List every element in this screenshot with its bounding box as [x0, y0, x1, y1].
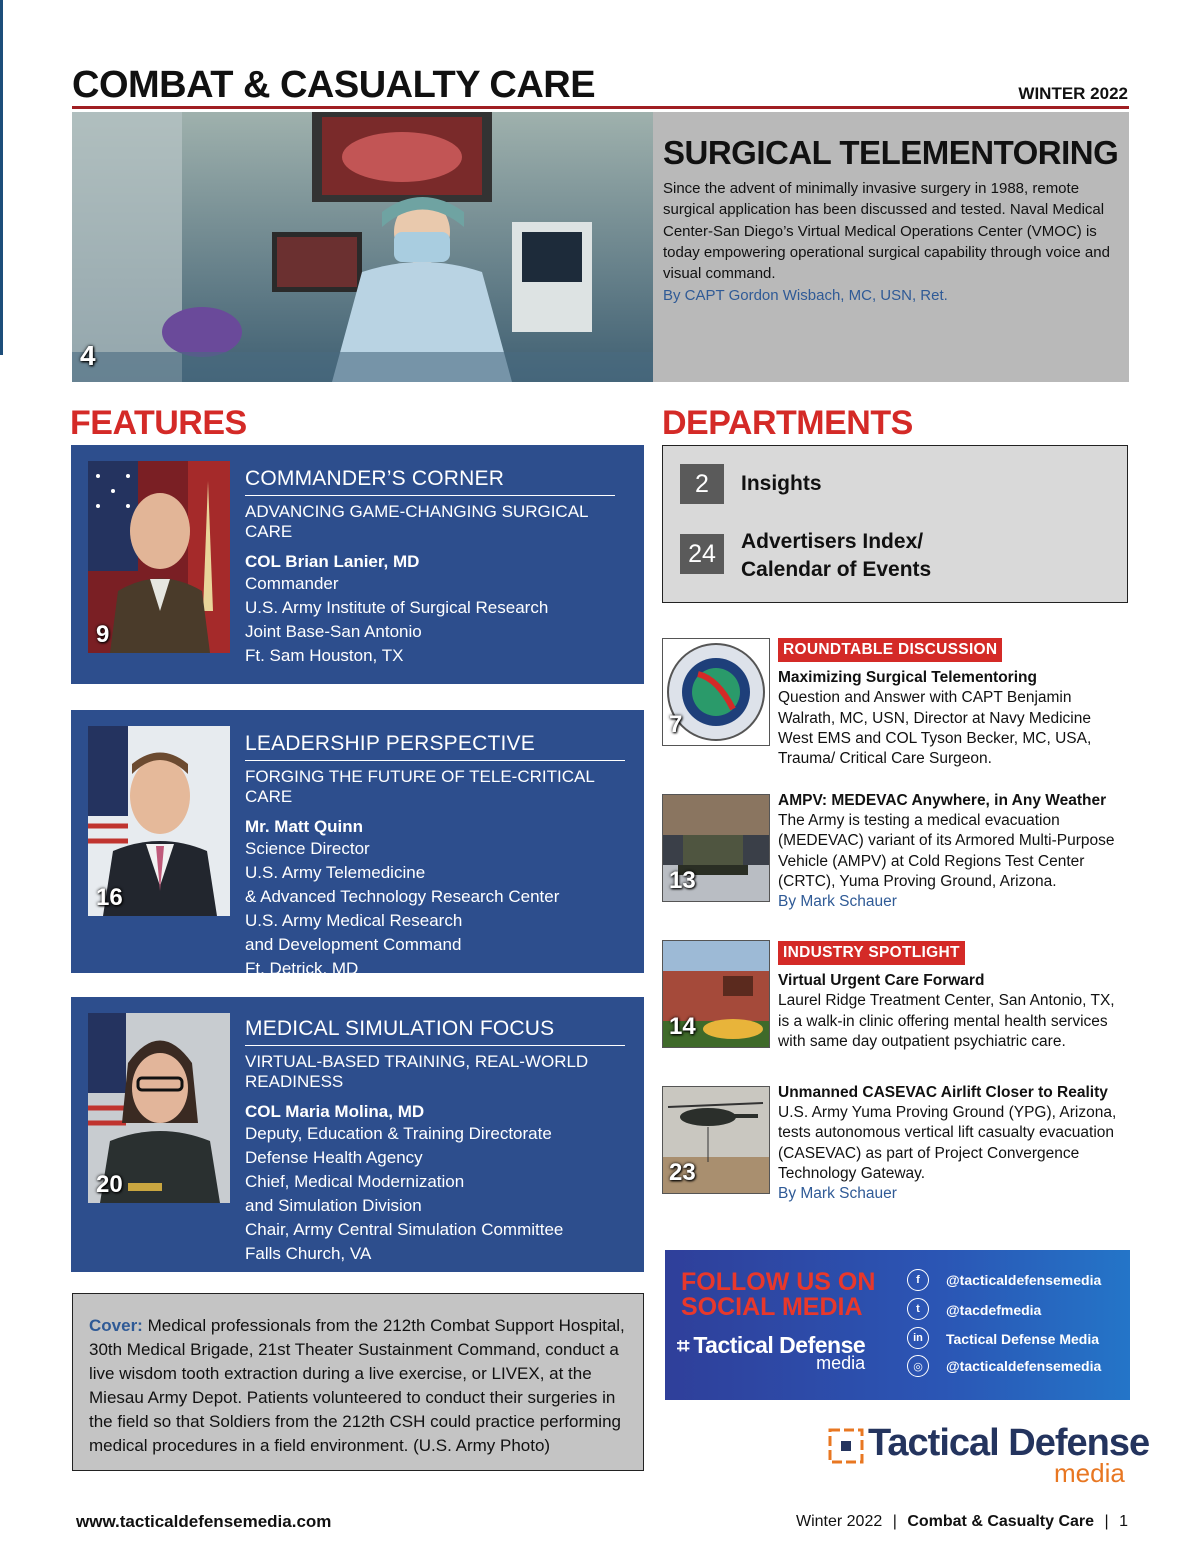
- section-tag: INDUSTRY SPOTLIGHT: [778, 941, 965, 965]
- article-body: The Army is testing a medical evacuation (MEDEVAC) variant of its Armored Multi-Purpose Vehicle (AMPV) at Cold Regions Test Center (CRTC), Yuma Proving Ground, Arizona.: [778, 812, 1115, 890]
- article-roundtable[interactable]: [778, 638, 1130, 769]
- brand-main: Tactical Defense: [693, 1332, 866, 1358]
- cover-text: Medical professionals from the 212th Combat Support Hospital, 30th Medical Brigade, 21st Theater Sustainment Command, conduct a live wisdom tooth extraction during a live exercise, or LIVEX, at the Miesau Army Depot. Patients volunteered to conduct their surgeries in the field so that Soldiers from the 212th CSH could practice performing medical procedures in a field environment. (U.S. Army Photo): [89, 1316, 625, 1455]
- feature-box[interactable]: [71, 710, 644, 978]
- person-line: Deputy, Education & Training Directorate: [245, 1124, 552, 1143]
- article-thumbnail[interactable]: [662, 940, 770, 1048]
- social-media-banner: [665, 1250, 1130, 1400]
- person-line: Ft. Detrick, MD: [245, 959, 359, 978]
- footer-separator: |: [892, 1513, 897, 1530]
- hero-panel: [653, 112, 1129, 382]
- departments-box: [662, 445, 1128, 603]
- logo-mark-icon: ⌗: [677, 1333, 689, 1358]
- footer-issue: Winter 2022: [795, 1513, 883, 1530]
- person-line: Defense Health Agency: [245, 1148, 423, 1167]
- department-item-insights[interactable]: Insights: [741, 472, 822, 495]
- category-rule: [245, 760, 625, 761]
- cover-caption-box: [72, 1293, 644, 1471]
- feature-category: MEDICAL SIMULATION FOCUS: [245, 1017, 555, 1040]
- feature-subtitle: FORGING THE FUTURE OF TELE-CRITICAL CARE: [245, 767, 595, 806]
- page-number: 9: [96, 621, 110, 648]
- person-line: & Advanced Technology Research Center: [245, 887, 560, 906]
- portrait-photo: [88, 461, 230, 653]
- category-rule: [245, 1045, 625, 1046]
- person-line: U.S. Army Telemedicine: [245, 863, 426, 882]
- person-line: Falls Church, VA: [245, 1244, 372, 1263]
- follow-heading: [681, 1270, 875, 1320]
- department-page-number: 2: [680, 464, 724, 504]
- person-name: Mr. Matt Quinn: [245, 817, 364, 836]
- department-label: Calendar of Events: [741, 558, 932, 581]
- article-ampv[interactable]: [778, 791, 1130, 912]
- person-name: COL Maria Molina, MD: [245, 1102, 425, 1121]
- article-body: Question and Answer with CAPT Benjamin Walrath, MC, USN, Director at Navy Medicine West EMS and COL Tyson Becker, MC, USA, Trauma/ Critical Care Surgeon.: [778, 689, 1092, 768]
- page-number: 16: [96, 884, 123, 911]
- article-title: Virtual Urgent Care Forward: [778, 972, 985, 990]
- social-handle-linkedin[interactable]: Tactical Defense Media: [946, 1331, 1100, 1347]
- article-title: Unmanned CASEVAC Airlift Closer to Reality: [778, 1084, 1108, 1101]
- person-line: Chair, Army Central Simulation Committee: [245, 1220, 564, 1239]
- article-body: U.S. Army Yuma Proving Ground (YPG), Arizona, tests autonomous vertical lift casualty evacuation (CASEVAC) as part of Project Convergence Technology Gateway.: [778, 1104, 1117, 1182]
- instagram-icon[interactable]: ◎: [907, 1355, 929, 1377]
- section-tag: ROUNDTABLE DISCUSSION: [778, 638, 1002, 662]
- feature-category: LEADERSHIP PERSPECTIVE: [245, 732, 535, 755]
- person-line: Commander: [245, 574, 339, 593]
- social-handle-instagram[interactable]: @tacticaldefensemedia: [946, 1358, 1102, 1374]
- hero-photo[interactable]: [72, 112, 653, 382]
- person-line: Science Director: [245, 839, 370, 858]
- social-handle-twitter[interactable]: @tacdefmedia: [946, 1302, 1042, 1318]
- logo-mark-icon: [826, 1426, 866, 1466]
- article-thumbnail[interactable]: [662, 1086, 770, 1194]
- person-line: Ft. Sam Houston, TX: [245, 646, 404, 665]
- person-name: COL Brian Lanier, MD: [245, 552, 420, 571]
- issue-label: WINTER 2022: [1018, 84, 1128, 103]
- person-line: U.S. Army Medical Research: [245, 911, 463, 930]
- feature-box[interactable]: [71, 445, 644, 684]
- page-number: 14: [669, 1013, 696, 1040]
- portrait-photo: [88, 1013, 230, 1203]
- person-line: Chief, Medical Modernization: [245, 1172, 465, 1191]
- person-line: U.S. Army Institute of Surgical Research: [245, 598, 549, 617]
- page-number: 13: [669, 867, 696, 894]
- footer-magazine: Combat & Casualty Care: [907, 1513, 1095, 1530]
- hero-body: Since the advent of minimally invasive surgery in 1988, remote surgical application has been discussed and tested. Naval Medical Center-San Diego’s Virtual Medical Operations Center (VMOC) is today empowering operational surgical capability through voice and visual command.: [663, 180, 1110, 283]
- article-title: AMPV: MEDEVAC Anywhere, in Any Weather: [778, 792, 1107, 809]
- brand-main: Tactical Defense: [868, 1422, 1150, 1464]
- facebook-icon[interactable]: f: [907, 1269, 929, 1291]
- person-line: Joint Base-San Antonio: [245, 622, 422, 641]
- cover-label: Cover:: [89, 1316, 143, 1335]
- category-rule: [245, 495, 615, 496]
- hero-byline: By CAPT Gordon Wisbach, MC, USN, Ret.: [663, 287, 948, 304]
- features-heading: FEATURES: [70, 404, 247, 442]
- article-casevac[interactable]: [778, 1083, 1130, 1204]
- footer-separator: |: [1104, 1513, 1109, 1530]
- surgery-photo-illustration: [72, 112, 653, 382]
- article-thumbnail[interactable]: [662, 794, 770, 902]
- footer-url[interactable]: www.tacticaldefensemedia.com: [76, 1512, 332, 1531]
- cover-caption: [89, 1314, 634, 1458]
- departments-heading: DEPARTMENTS: [662, 404, 913, 442]
- person-line: and Development Command: [245, 935, 462, 954]
- article-byline: By Mark Schauer: [778, 1185, 897, 1203]
- twitter-icon[interactable]: t: [907, 1298, 929, 1320]
- page-number: 7: [669, 711, 683, 738]
- portrait-photo: [88, 726, 230, 916]
- linkedin-icon[interactable]: in: [907, 1327, 929, 1349]
- department-label: Advertisers Index/: [741, 530, 924, 553]
- social-brand-logo: [677, 1332, 865, 1374]
- title-rule: [72, 106, 1129, 109]
- page-edge-bar: [0, 0, 3, 355]
- page-number: 23: [669, 1159, 696, 1186]
- article-byline: By Mark Schauer: [778, 893, 897, 911]
- page-number: 4: [80, 340, 96, 371]
- feature-box[interactable]: [71, 997, 644, 1272]
- page-number: 20: [96, 1171, 123, 1198]
- department-item-advertisers[interactable]: [741, 528, 931, 584]
- footer-info: [796, 1513, 1128, 1531]
- brand-sub: media: [1054, 1458, 1125, 1488]
- follow-line: FOLLOW US ON: [681, 1268, 876, 1296]
- department-page-number: 24: [680, 534, 724, 574]
- brand-sub: media: [816, 1353, 866, 1373]
- hero-heading[interactable]: SURGICAL TELEMENTORING: [663, 134, 1119, 171]
- feature-category: COMMANDER’S CORNER: [245, 467, 505, 490]
- feature-subtitle: VIRTUAL-BASED TRAINING, REAL-WORLD READINESS: [245, 1052, 589, 1091]
- magazine-title: COMBAT & CASUALTY CARE: [72, 64, 596, 106]
- person-line: and Simulation Division: [245, 1196, 422, 1215]
- article-urgent-care[interactable]: [778, 941, 1130, 1052]
- article-body: Laurel Ridge Treatment Center, San Antonio, TX, is a walk-in clinic offering mental health services with same day outpatient psychiatric care.: [778, 992, 1115, 1050]
- feature-subtitle: ADVANCING GAME-CHANGING SURGICAL CARE: [245, 502, 588, 541]
- article-title: Maximizing Surgical Telementoring: [778, 669, 1037, 687]
- article-thumbnail[interactable]: [662, 638, 770, 746]
- footer-page-number: 1: [1119, 1513, 1128, 1530]
- follow-line: SOCIAL MEDIA: [681, 1293, 863, 1321]
- social-handle-facebook[interactable]: @tacticaldefensemedia: [946, 1272, 1102, 1288]
